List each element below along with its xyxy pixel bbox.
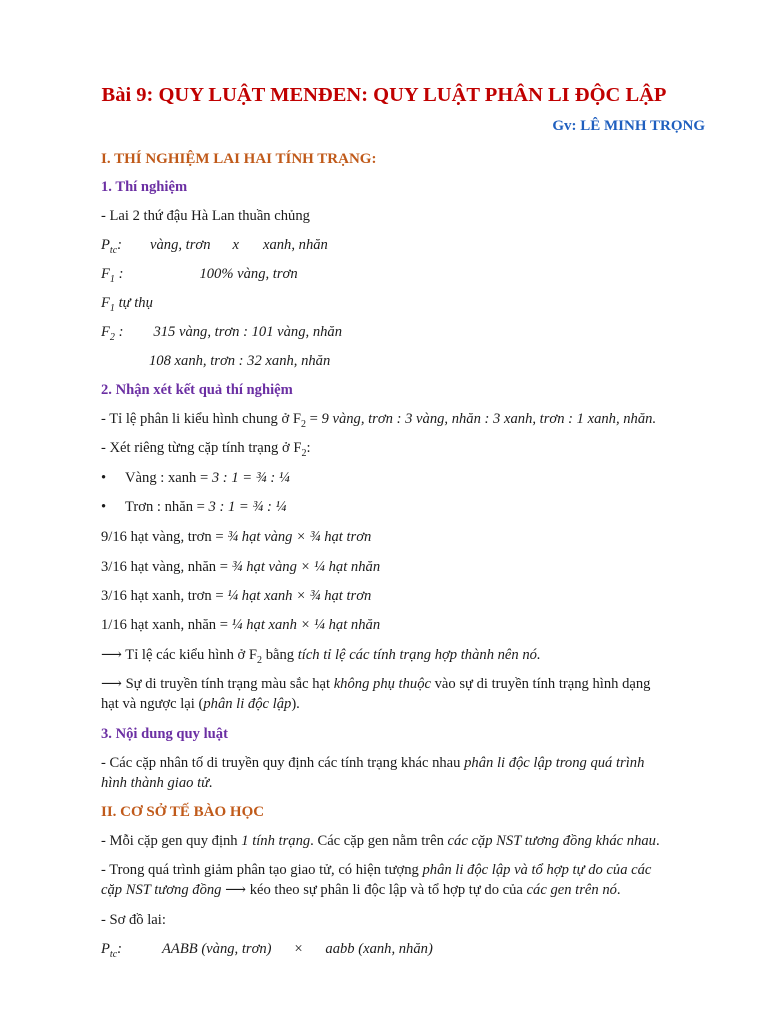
genotype-ptc-line: $P_{tc}$: AABB (vàng, trơn) × aabb (xanh, nhăn)	[101, 941, 433, 960]
conclusion-2-line-1: ⟶ Sự di truyền tính trạng màu sắc hạt không phụ thuộc vào sự di truyền tính trạng hình dạng	[101, 676, 651, 692]
law-statement-line-1: - Các cặp nhân tố di truyền quy định các tính trạng khác nhau phân li độc lập trong quá trình	[101, 755, 645, 771]
product-row-4: 1/16 hạt xanh, nhăn = ¼ hạt xanh × ¼ hạt nhăn	[101, 617, 381, 633]
subsection-2-heading: 2. Nhận xét kết quả thí nghiệm	[101, 382, 293, 398]
f2-line-1: $F_2$ : 315 vàng, trơn : 101 vàng, nhăn	[101, 324, 343, 343]
bullet-color-ratio: • Vàng : xanh = 3 : 1 = ¾ : ¼	[101, 468, 290, 488]
cross-diagram-label: - Sơ đồ lai:	[101, 912, 166, 928]
cross-intro: - Lai 2 thứ đậu Hà Lan thuần chủng	[101, 208, 310, 224]
product-row-2: 3/16 hạt vàng, nhăn = ¾ hạt vàng × ¼ hạt nhăn	[101, 559, 381, 575]
per-trait-intro: - Xét riêng từng cặp tính trạng ở $F_2$:	[101, 440, 311, 459]
conclusion-2-line-2: hạt và ngược lại (phân li độc lập).	[101, 696, 300, 712]
product-row-1: 9/16 hạt vàng, trơn = ¾ hạt vàng × ¾ hạt trơn	[101, 529, 372, 545]
page-title: Bài 9: QUY LUẬT MENĐEN: QUY LUẬT PHÂN LI ĐỘC LẬP	[101, 84, 667, 106]
overall-ratio: - Tỉ lệ phân li kiểu hình chung ở $F_2 = 9$ vàng, trơn : 3 vàng, nhăn : 3 xanh, trơn : 1 xanh, nhăn.	[101, 411, 657, 430]
bullet-shape-ratio: • Trơn : nhăn = 3 : 1 = ¾ : ¼	[101, 497, 286, 517]
section-1-heading: I. THÍ NGHIỆM LAI HAI TÍNH TRẠNG:	[101, 151, 377, 167]
section-2-heading: II. CƠ SỞ TẾ BÀO HỌC	[101, 804, 265, 820]
cytology-para-2-line-2: cặp NST tương đồng ⟶ kéo theo sự phân li độc lập và tổ hợp tự do của các gen trên nó.	[101, 882, 621, 898]
ptc-line: $P_{tc}$: vàng, trơn x xanh, nhăn	[101, 237, 328, 256]
conclusion-1: ⟶ Tỉ lệ các kiểu hình ở $F_2$ bằng tích tỉ lệ các tính trạng hợp thành nên nó.	[101, 647, 541, 666]
f1-line: $F_1$ : 100% vàng, trơn	[101, 266, 298, 285]
f1-self-line: $F_1$ tự thụ	[101, 295, 153, 314]
cytology-para-1: - Mỗi cặp gen quy định 1 tính trạng. Các cặp gen nằm trên các cặp NST tương đồng khác nhau.	[101, 833, 660, 849]
cytology-para-2-line-1: - Trong quá trình giảm phân tạo giao tử, có hiện tượng phân li độc lập và tổ hợp tự do của các	[101, 862, 652, 878]
f2-line-2: 108 xanh, trơn : 32 xanh, nhăn	[149, 353, 331, 369]
product-row-3: 3/16 hạt xanh, trơn = ¼ hạt xanh × ¾ hạt trơn	[101, 588, 372, 604]
law-statement-line-2: hình thành giao tử.	[101, 775, 213, 791]
subsection-1-heading: 1. Thí nghiệm	[101, 179, 188, 195]
teacher-name: Gv: LÊ MINH TRỌNG	[552, 118, 705, 134]
subsection-3-heading: 3. Nội dung quy luật	[101, 726, 228, 742]
